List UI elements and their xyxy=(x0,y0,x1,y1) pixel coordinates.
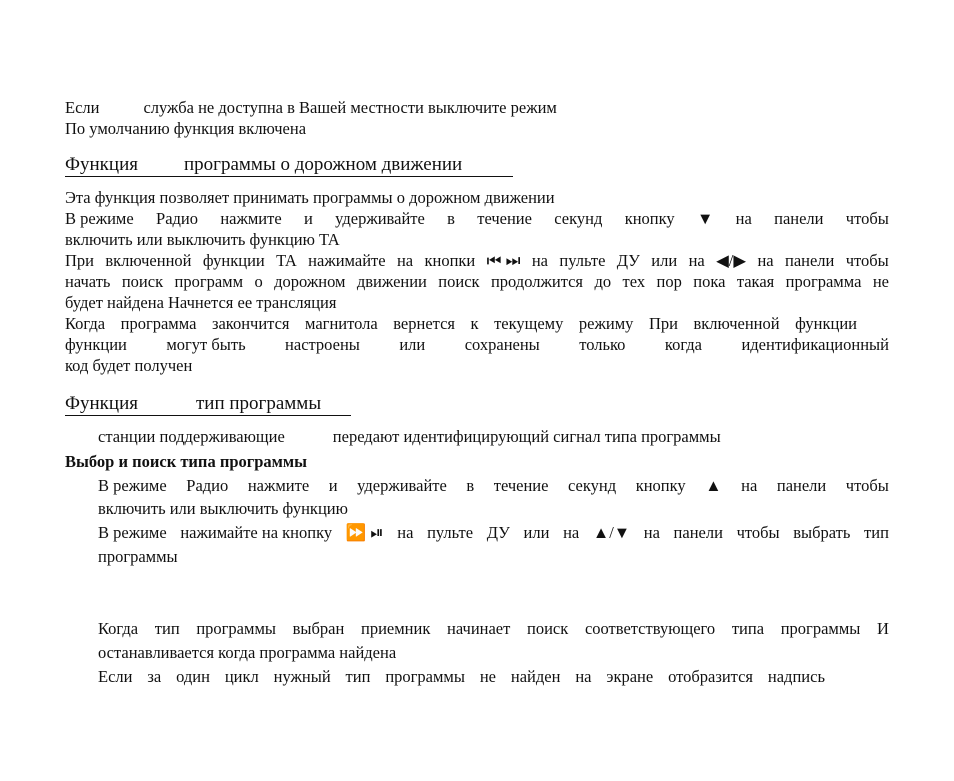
word: ДУ xyxy=(616,251,640,270)
intro-line-2: По умолчанию функция включена xyxy=(65,119,307,138)
word: функции xyxy=(65,335,127,354)
word: могут быть xyxy=(166,335,246,354)
word: Когда xyxy=(65,314,106,333)
word: TA xyxy=(276,251,297,270)
word: функции xyxy=(202,251,265,270)
word: идентификационный xyxy=(741,335,889,354)
word: пока xyxy=(693,272,726,291)
ta-line-4 xyxy=(65,251,889,271)
word: чтобы xyxy=(845,476,889,495)
word: дорожном xyxy=(274,272,346,291)
word: или xyxy=(651,251,678,270)
pty-line-2 xyxy=(98,476,889,496)
intro-word-esli: Если xyxy=(65,98,100,117)
word: тип xyxy=(154,619,180,638)
word: панели xyxy=(673,523,723,542)
word: ◀/▶ xyxy=(716,251,747,270)
word: функции xyxy=(795,314,857,333)
word: чтобы xyxy=(845,209,889,228)
word: поиск xyxy=(527,619,569,638)
word: пульте xyxy=(427,523,474,542)
section-heading-pty xyxy=(65,393,351,416)
word: не xyxy=(479,667,496,686)
word: чтобы xyxy=(845,251,889,270)
word: на xyxy=(643,523,660,542)
word: один xyxy=(176,667,210,686)
ta-line-6: будет найдена Начнется ее трансляция xyxy=(65,293,337,312)
word: ⏩ ⏯ xyxy=(345,523,384,542)
word: программ xyxy=(174,272,244,291)
word: нажимайте xyxy=(308,251,386,270)
ta-line-8 xyxy=(65,335,889,355)
ta-line-2 xyxy=(65,209,889,229)
word: такая xyxy=(736,272,775,291)
word: к xyxy=(470,314,479,333)
word: Когда xyxy=(98,619,139,638)
word: начинает xyxy=(447,619,511,638)
heading-pty-word: Функция xyxy=(65,393,138,414)
word: на xyxy=(757,251,774,270)
word: на xyxy=(688,251,705,270)
pty-line-6 xyxy=(98,619,889,639)
pty-subheading: Выбор и поиск типа программы xyxy=(65,452,308,471)
ta-line-3: включить или выключить функцию TA xyxy=(65,230,340,249)
pty-line-7: останавливается когда программа найдена xyxy=(98,643,397,662)
word: магнитола xyxy=(305,314,378,333)
word: секунд xyxy=(568,476,617,495)
heading-pty-title: тип программы xyxy=(196,393,322,414)
pty-line-1 xyxy=(98,427,721,447)
word: Радио xyxy=(156,209,198,228)
word: найден xyxy=(510,667,561,686)
word: нужный xyxy=(273,667,331,686)
ta-line-9: код будет получен xyxy=(65,356,193,375)
word: И xyxy=(877,619,889,638)
pty-line-5: программы xyxy=(98,547,178,566)
word: отобразится xyxy=(668,667,754,686)
word: на xyxy=(396,251,414,270)
word: и xyxy=(328,476,338,495)
word: на xyxy=(741,476,758,495)
word: движении xyxy=(356,272,427,291)
word: включенной xyxy=(693,314,780,333)
heading-ta-title: программы о дорожном движении xyxy=(184,154,463,175)
ta-line-8-words xyxy=(65,335,889,355)
word: секунд xyxy=(554,209,603,228)
word: программы xyxy=(385,667,465,686)
word: режиму xyxy=(578,314,634,333)
word: настроены xyxy=(285,335,360,354)
word: тип xyxy=(345,667,371,686)
word: в xyxy=(466,476,475,495)
word: включенной xyxy=(105,251,192,270)
word: течение xyxy=(493,476,549,495)
word: соответствующего xyxy=(584,619,716,638)
word: удерживайте xyxy=(335,209,425,228)
word: удерживайте xyxy=(357,476,447,495)
intro-text: служба не доступна в Вашей местности выключите режим xyxy=(143,98,557,117)
word: чтобы xyxy=(736,523,780,542)
word: панели xyxy=(774,209,824,228)
word: тех xyxy=(622,272,646,291)
word: цикл xyxy=(224,667,259,686)
ta-line-1: Эта функция позволяет принимать программы о дорожном движении xyxy=(65,188,555,207)
word: При xyxy=(648,314,678,333)
pty-line-8 xyxy=(98,667,825,687)
pty-line-1-b: передают идентифицирующий сигнал типа программы xyxy=(332,427,721,446)
word: поиск xyxy=(121,272,164,291)
word: надпись xyxy=(767,667,825,686)
word: ▲ xyxy=(705,476,722,495)
word: тип xyxy=(864,523,889,542)
word: программы xyxy=(780,619,861,638)
word: в xyxy=(447,209,455,228)
section-heading-ta xyxy=(65,154,513,177)
word: типа xyxy=(731,619,765,638)
word: программа xyxy=(785,272,862,291)
intro-line-1 xyxy=(65,98,557,118)
word: нажимайте на кнопку xyxy=(180,523,333,542)
word: ▲/▼ xyxy=(592,523,631,542)
word: Радио xyxy=(186,476,229,495)
word: или xyxy=(399,335,426,354)
pty-line-4 xyxy=(98,523,889,543)
word: ДУ xyxy=(486,523,510,542)
word: о xyxy=(254,272,263,291)
word: В режиме xyxy=(98,476,167,495)
ta-line-7-words xyxy=(65,314,857,334)
word: кнопку xyxy=(635,476,686,495)
word: кнопки xyxy=(424,251,476,270)
word: панели xyxy=(776,476,827,495)
word: за xyxy=(147,667,162,686)
word: и xyxy=(303,209,313,228)
word: на xyxy=(575,667,592,686)
word: на xyxy=(397,523,414,542)
pty-line-3: включить или выключить функцию xyxy=(98,499,348,518)
word: В режиме xyxy=(98,523,167,542)
word: или xyxy=(523,523,550,542)
word: на xyxy=(531,251,548,270)
word: ⏮ ⏭ xyxy=(486,251,521,270)
word: начать xyxy=(65,272,111,291)
word: вернется xyxy=(393,314,455,333)
word: текущему xyxy=(494,314,564,333)
word: пор xyxy=(656,272,682,291)
word: кнопку xyxy=(624,209,675,228)
word: сохранены xyxy=(464,335,540,354)
word: закончится xyxy=(211,314,290,333)
word: выбрать xyxy=(793,523,851,542)
word: продолжится xyxy=(490,272,584,291)
word: когда xyxy=(664,335,702,354)
word: нажмите xyxy=(220,209,282,228)
word: пульте xyxy=(559,251,606,270)
word: приемник xyxy=(361,619,431,638)
word: на xyxy=(563,523,580,542)
word: программы xyxy=(196,619,276,638)
heading-ta-word: Функция xyxy=(65,154,138,175)
word: только xyxy=(579,335,626,354)
word: экране xyxy=(606,667,654,686)
ta-line-5 xyxy=(65,272,889,292)
ta-line-7 xyxy=(65,314,857,334)
word: ▼ xyxy=(696,209,714,228)
word: нажмите xyxy=(247,476,310,495)
word: Если xyxy=(98,667,133,686)
word: программа xyxy=(120,314,197,333)
word: течение xyxy=(477,209,532,228)
word: В режиме xyxy=(65,209,134,228)
word: поиск xyxy=(438,272,480,291)
word: на xyxy=(735,209,752,228)
word: панели xyxy=(784,251,835,270)
word: до xyxy=(594,272,612,291)
word: не xyxy=(872,272,889,291)
pty-line-1-a: станции поддерживающие xyxy=(98,427,285,446)
word: выбран xyxy=(292,619,345,638)
word: При xyxy=(65,251,94,270)
